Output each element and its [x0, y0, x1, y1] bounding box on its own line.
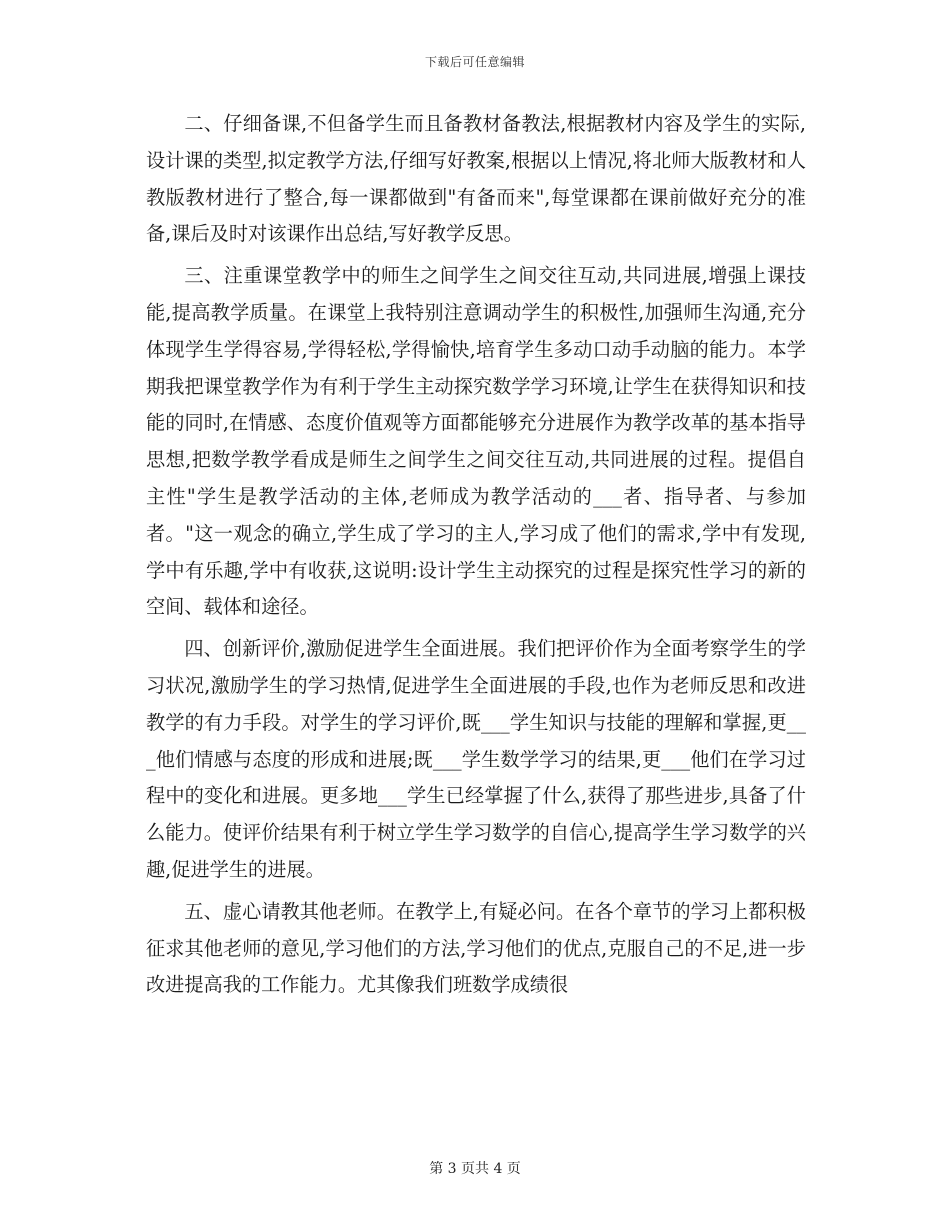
paragraph-4: 四、创新评价,激励促进学生全面进展。我们把评价作为全面考察学生的学习状况,激励学生的学习热情,促进学生全面进展的手段,也作为老师反思和改进教学的有力手段。对学生的学习评价,既___学生知识与技能的理解和掌握,更___他们情感与态度的形成和进展;既___学生数学学习的结果,更___他们在学习过程中的变化和进展。更多地___学生已经掌握了什么,获得了那些进步,具备了什么能力。使评价结果有利于树立学生学习数学的自信心,提高学生学习数学的兴趣,促进学生的进展。: [146, 637, 806, 881]
page-header: 下载后可任意编辑: [424, 55, 525, 69]
page-footer: 第 3 页共 4 页: [429, 1161, 521, 1177]
paragraph-3: 三、注重课堂教学中的师生之间学生之间交往互动,共同进展,增强上课技能,提高教学质量。在课堂上我特别注意调动学生的积极性,加强师生沟通,充分体现学生学得容易,学得轻松,学得愉快,培育学生多动口动手动脑的能力。本学期我把课堂教学作为有利于学生主动探究数学学习环境,让学生在获得知识和技能的同时,在情感、态度价值观等方面都能够充分进展作为教学改革的基本指导思想,把数学教学看成是师生之间学生之间交往互动,共同进展的过程。提倡自主性"学生是教学活动的主体,老师成为教学活动的___者、指导者、与参加者。"这一观念的确立,学生成了学习的主人,学习成了他们的需求,学中有发现,学中有乐趣,学中有收获,这说明:设计学生主动探究的过程是探究性学习的新的空间、载体和途径。: [146, 264, 806, 619]
paragraph-2: 二、仔细备课,不但备学生而且备教材备教法,根据教材内容及学生的实际,设计课的类型,拟定教学方法,仔细写好教案,根据以上情况,将北师大版教材和人教版教材进行了整合,每一课都做到"有备而来",每堂课都在课前做好充分的准备,课后及时对该课作出总结,写好教学反思。: [146, 112, 806, 246]
document-body: [146, 106, 806, 1004]
paragraph-5: 五、虚心请教其他老师。在教学上,有疑必问。在各个章节的学习上都积极征求其他老师的意见,学习他们的方法,学习他们的优点,克服自己的不足,进一步改进提高我的工作能力。尤其像我们班数学成绩很: [146, 899, 806, 997]
